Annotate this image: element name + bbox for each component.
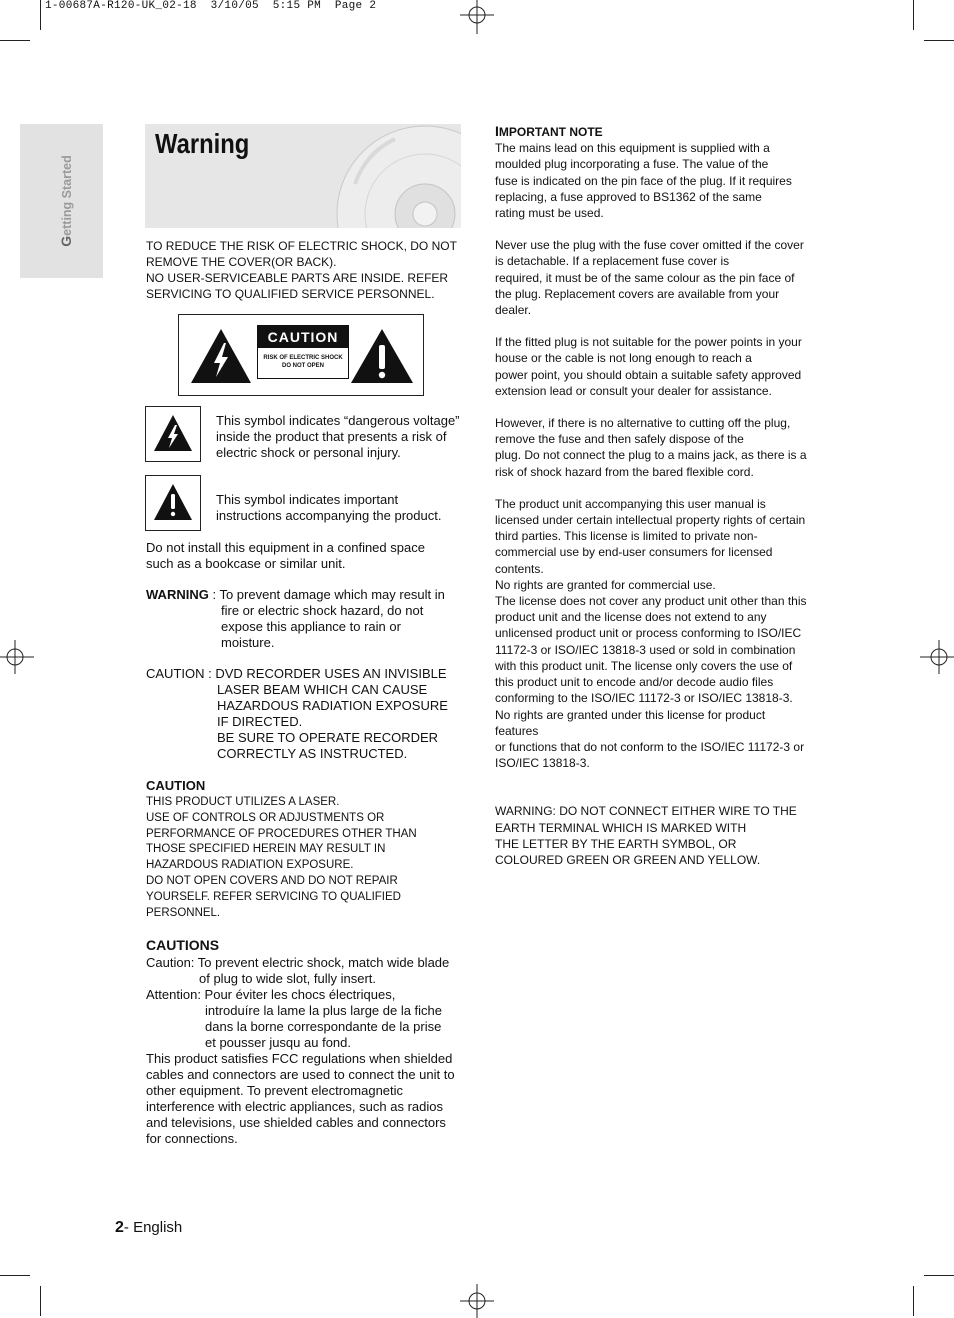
registration-mark-icon xyxy=(460,0,494,34)
note-line: product unit and the license does not extend to any xyxy=(495,610,767,625)
laser-caution-line: DVD RECORDER USES AN INVISIBLE xyxy=(215,666,447,681)
important-note-rest: MPORTANT NOTE xyxy=(498,125,603,139)
cautions-attention-label: Attention: xyxy=(146,987,205,1002)
cautions-caution-line: To prevent electric shock, match wide blade xyxy=(197,955,450,970)
note-line: house or the cable is not long enough to reach a xyxy=(495,351,752,366)
section-tab-rest: etting Started xyxy=(60,155,74,236)
warning-line: expose this appliance to rain or xyxy=(221,619,401,634)
caution-body-para: DO NOT OPEN COVERS AND DO NOT REPAIR YOURSELF. REFER SERVICING TO QUALIFIED PERSONNEL. xyxy=(146,874,401,919)
page-language: - English xyxy=(123,1219,183,1236)
note-line: unlicensed product unit or process conforming to ISO/IEC xyxy=(495,626,802,641)
page-number: 2 xyxy=(115,1219,124,1236)
note-line: THE LETTER BY THE EARTH SYMBOL, OR xyxy=(495,836,737,851)
note-line: extension lead or consult your dealer for assistance. xyxy=(495,383,772,398)
warning-line: moisture. xyxy=(221,635,275,650)
laser-caution-line: CORRECTLY AS INSTRUCTED. xyxy=(217,746,408,761)
crop-mark xyxy=(40,0,41,30)
caution-plate-sub1: RISK OF ELECTRIC SHOCK xyxy=(263,355,343,361)
note-line: The mains lead on this equipment is supplied with a xyxy=(495,141,770,156)
laser-caution-block xyxy=(146,666,466,762)
note-line: third parties. This license is limited to private non- xyxy=(495,529,758,544)
section-tab-initial: G xyxy=(58,235,74,247)
confined-space-note: Do not install this equipment in a confined space such as a bookcase or similar unit. xyxy=(146,540,425,571)
page-footer xyxy=(115,1219,182,1237)
note-para xyxy=(495,415,811,480)
note-line: fuse is indicated on the pin face of the plug. If it requires xyxy=(495,173,792,188)
exclamation-triangle-icon xyxy=(152,482,194,524)
note-line: remove the fuse and then safely dispose of the xyxy=(495,432,744,447)
print-slug: 1-00687A-R120-UK_02-18 3/10/05 5:15 PM Page 2 xyxy=(45,0,377,12)
symbol2-text: This symbol indicates important instructions accompanying the product. xyxy=(216,492,442,523)
intro-text xyxy=(146,238,464,302)
laser-caution-line: IF DIRECTED. xyxy=(217,714,303,729)
cautions-body xyxy=(146,955,466,1147)
lightning-triangle-icon xyxy=(152,413,194,455)
note-line: If the fitted plug is not suitable for the power points in your xyxy=(495,335,802,350)
note-para xyxy=(495,496,811,771)
laser-caution-row xyxy=(146,666,466,682)
note-line: ISO/IEC 13818-3. xyxy=(495,756,590,771)
crop-mark xyxy=(913,0,914,30)
symbol-box-exclamation xyxy=(145,475,201,531)
warning-label: WARNING xyxy=(146,587,209,602)
crop-mark xyxy=(913,1286,914,1316)
warning-line: To prevent damage which may result in xyxy=(219,587,445,602)
cautions-heading: CAUTIONS xyxy=(146,937,220,953)
note-line: WARNING: DO NOT CONNECT EITHER WIRE TO THE xyxy=(495,804,797,819)
note-line: The license does not cover any product unit other than this xyxy=(495,594,807,609)
note-line: moulded plug incorporating a fuse. The value of the xyxy=(495,157,769,172)
registration-mark-icon xyxy=(460,1284,494,1318)
laser-caution-line: BE SURE TO OPERATE RECORDER xyxy=(217,730,439,745)
symbol1-text: This symbol indicates “dangerous voltage” inside the product that presents a risk of electric shock or personal injury. xyxy=(216,413,460,460)
note-line: No rights are granted for commercial use. xyxy=(495,577,716,592)
note-line: the plug. Replacement covers are available from your xyxy=(495,286,780,301)
caution-body-para: THIS PRODUCT UTILIZES A LASER. xyxy=(146,796,340,808)
caution-heading: CAUTION xyxy=(146,778,206,793)
title-banner xyxy=(145,124,461,228)
important-note-column xyxy=(495,123,811,868)
intro-line: NO USER-SERVICEABLE PARTS ARE INSIDE. REFER SERVICING TO QUALIFIED SERVICE PERSONNEL. xyxy=(146,271,449,301)
warning-separator: : xyxy=(208,587,220,602)
cautions-attention-line: Pour éviter les chocs électriques, xyxy=(204,987,396,1002)
note-line: COLOURED GREEN OR GREEN AND YELLOW. xyxy=(495,852,761,867)
note-line: commercial use by end-user consumers for licensed xyxy=(495,545,773,560)
caution-plate-sub2: DO NOT OPEN xyxy=(281,363,324,369)
note-para xyxy=(495,803,811,868)
caution-label-box xyxy=(178,314,424,396)
note-line: is detachable. If a replacement fuse cover is xyxy=(495,254,730,269)
note-line: power point, you should obtain a suitable safety approved xyxy=(495,367,802,382)
important-note-initial: I xyxy=(495,123,499,139)
note-line: rating must be used. xyxy=(495,206,604,221)
warning-row xyxy=(146,587,466,603)
crop-mark xyxy=(0,1275,30,1276)
note-para xyxy=(495,140,811,221)
note-line: 11172-3 or ISO/IEC 13818-3 used or sold in combination xyxy=(495,642,796,657)
note-line: plug. Do not connect the plug to a mains jack, as there is a xyxy=(495,448,807,463)
intro-line: TO REDUCE THE RISK OF ELECTRIC SHOCK, DO NOT REMOVE THE COVER(OR BACK). xyxy=(146,239,457,269)
crop-mark xyxy=(924,1275,954,1276)
laser-caution-line: HAZARDOUS RADIATION EXPOSURE xyxy=(217,698,448,713)
note-line: contents. xyxy=(495,561,544,576)
note-para xyxy=(495,237,811,318)
disc-graphic-icon xyxy=(335,124,461,228)
laser-caution-line: LASER BEAM WHICH CAN CAUSE xyxy=(217,682,428,697)
crop-mark xyxy=(40,1286,41,1316)
note-line: replacing, a fuse approved to BS1362 of the same xyxy=(495,189,762,204)
warning-line: fire or electric shock hazard, do not xyxy=(221,603,424,618)
section-side-tab xyxy=(20,124,103,278)
important-note-heading xyxy=(495,123,811,140)
note-line: or functions that do not conform to the ISO/IEC 11172-3 or xyxy=(495,739,805,754)
caution-body xyxy=(146,795,446,921)
lightning-warning-icon xyxy=(189,327,253,385)
cautions-attention-row xyxy=(146,987,466,1003)
cautions-attention-line: et pousser jusqu au fond. xyxy=(205,1035,351,1050)
note-line: However, if there is no alternative to cutting off the plug, xyxy=(495,416,791,431)
registration-mark-icon xyxy=(0,640,34,674)
exclamation-warning-icon xyxy=(349,327,415,385)
section-tab-label xyxy=(58,155,74,246)
note-line: this product unit to encode and/or decode audio files xyxy=(495,675,774,690)
page-title: Warning xyxy=(155,128,250,159)
laser-caution-label: CAUTION : xyxy=(146,666,216,681)
note-line: required, it must be of the same colour as the pin face of xyxy=(495,270,795,285)
note-line: No rights are granted under this license for product features xyxy=(495,707,766,738)
registration-mark-icon xyxy=(920,640,954,674)
warning-block xyxy=(146,587,466,651)
cautions-attention-line: introduíre la lame la plus large de la fiche xyxy=(205,1003,443,1018)
crop-mark xyxy=(0,40,30,41)
note-para xyxy=(495,334,811,399)
symbol-box-lightning xyxy=(145,406,201,462)
note-line: Never use the plug with the fuse cover omitted if the cover xyxy=(495,238,804,253)
note-line: with this product unit. The license only covers the use of xyxy=(495,658,793,673)
note-line: licensed under certain intellectual property rights of certain xyxy=(495,513,806,528)
note-line: The product unit accompanying this user manual is xyxy=(495,496,766,511)
caution-plate-title: CAUTION xyxy=(258,326,348,348)
cautions-caution-row xyxy=(146,955,466,971)
cautions-caution-line: of plug to wide slot, fully insert. xyxy=(199,971,377,986)
cautions-caution-label: Caution: xyxy=(146,955,198,970)
caution-body-para: USE OF CONTROLS OR ADJUSTMENTS OR PERFORMANCE OF PROCEDURES OTHER THAN THOSE SPECIFIED HEREIN MAY RESULT IN HAZARDOUS RADIATION EXPOSURE. xyxy=(146,811,417,872)
caution-plate xyxy=(257,325,349,379)
note-line: conforming to the ISO/IEC 11172-3 or ISO/IEC 13818-3. xyxy=(495,691,793,706)
fcc-note: This product satisfies FCC regulations when shielded cables and connectors are used to connect the unit to other equipment. To prevent electromagnetic interference with electric appliances, such as radios and televisions, use shielded cables and connectors for connections. xyxy=(146,1051,455,1146)
note-line: risk of shock hazard from the bared flexible cord. xyxy=(495,464,754,479)
note-line: dealer. xyxy=(495,303,532,318)
note-line: EARTH TERMINAL WHICH IS MARKED WITH xyxy=(495,820,747,835)
cautions-attention-line: dans la borne correspondante de la prise xyxy=(205,1019,442,1034)
crop-mark xyxy=(924,40,954,41)
